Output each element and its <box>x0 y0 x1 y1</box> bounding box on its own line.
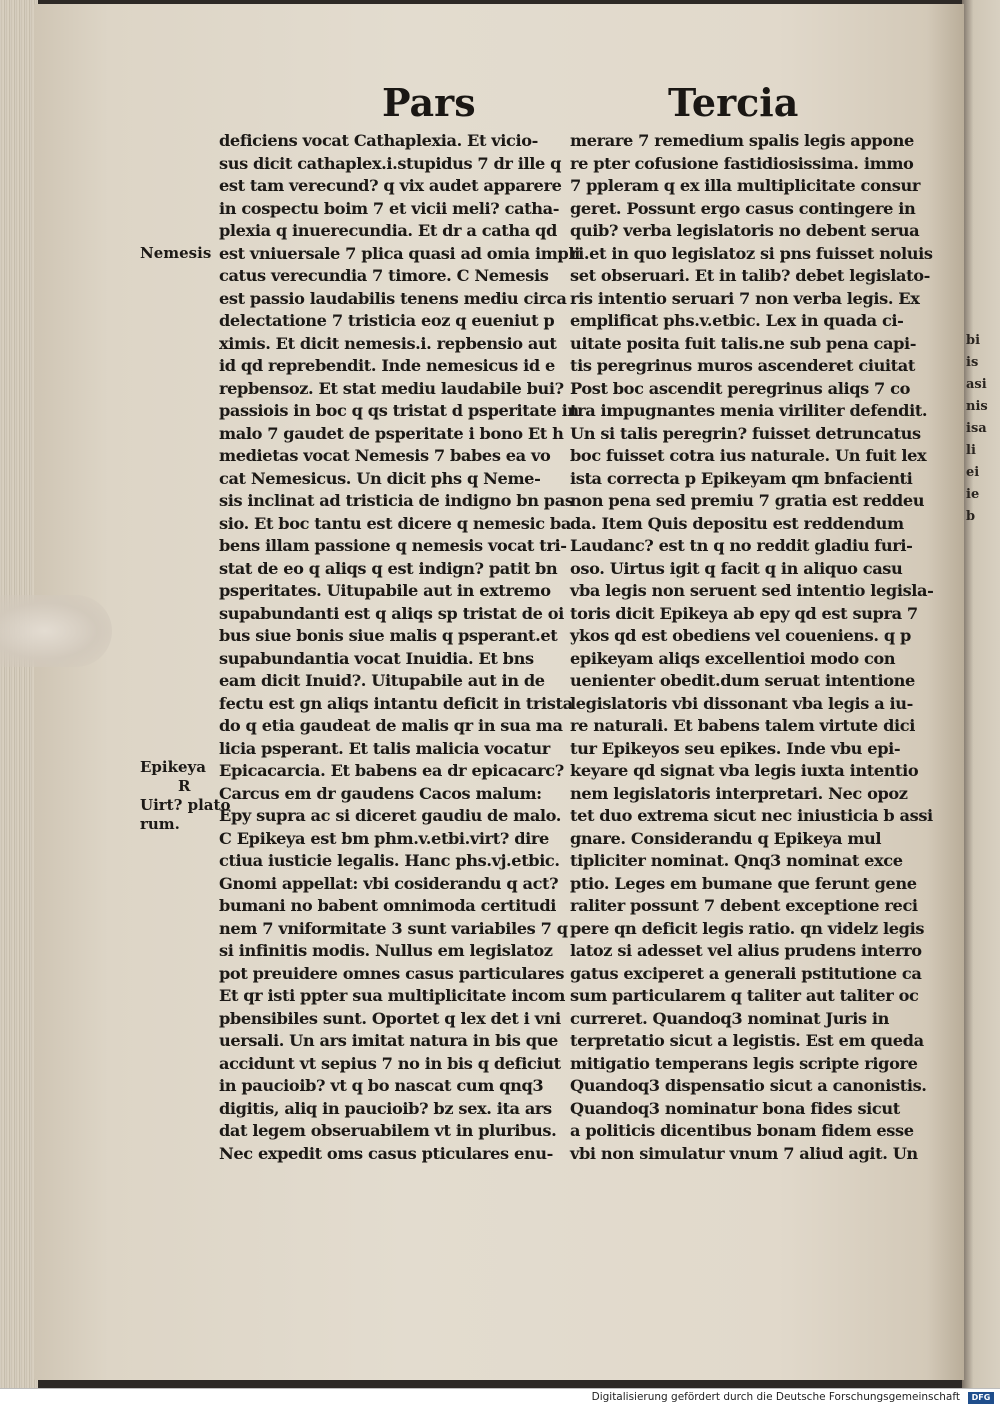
text-line: passiois in boc q qs tristat d psperitate in <box>219 401 579 420</box>
text-line: eam dicit Inuid?. Uitupabile aut in de <box>219 671 545 690</box>
text-line: Nec expedit oms casus pticulares enu- <box>219 1143 553 1163</box>
text-line: tipliciter nominat. Qnq3 nominat exce <box>570 851 903 870</box>
text-line: terpretatio sicut a legistis. Est em queda <box>570 1031 924 1050</box>
text-line: ista correcta p Epikeyam qm bnfacienti <box>570 468 913 488</box>
text-line: vba legis non seruent sed intentio legisla- <box>570 581 934 600</box>
text-line: vbi non simulatur vnum 7 aliud agit. Un <box>570 1143 918 1163</box>
text-column-left <box>219 130 580 1165</box>
marginal-note-line: Nemesis <box>140 244 212 262</box>
text-column-right <box>570 130 934 1165</box>
text-line: est tam verecund? q vix audet apparere <box>219 176 562 195</box>
text-line: Quandoq3 nominatur bona fides sicut <box>570 1098 900 1118</box>
text-line: est passio laudabilis tenens mediu circa <box>219 288 567 308</box>
text-line: catus verecundia 7 timore. C Nemesis <box>219 266 549 285</box>
text-line: Post boc ascendit peregrinus aliqs 7 co <box>570 378 911 398</box>
text-line: tet duo extrema sicut nec iniusticia b assi <box>570 806 933 825</box>
thumb-holding-page <box>0 595 112 667</box>
text-line: in cospectu boim 7 et vicii meli? catha- <box>219 198 560 218</box>
marginal-note-line: R <box>178 777 191 795</box>
text-line: id qd reprebendit. Inde nemesicus id e <box>219 356 555 375</box>
text-line: sio. Et boc tantu est dicere q nemesic ba <box>219 513 571 533</box>
text-line: a politicis dicentibus bonam fidem esse <box>570 1121 914 1140</box>
text-line: ptio. Leges em bumane que ferunt gene <box>570 873 917 893</box>
text-line: fectu est gn aliqs intantu deficit in trista <box>219 693 573 713</box>
text-line: keyare qd signat vba legis iuxta intentio <box>570 761 919 780</box>
edge-fragment: asi <box>966 377 987 392</box>
text-line: medietas vocat Nemesis 7 babes ea vo <box>219 446 551 465</box>
text-line: malo 7 gaudet de psperitate i bono Et h <box>219 423 564 443</box>
text-line: do q etia gaudeat de malis qr in sua ma <box>219 716 563 735</box>
text-line: re pter cofusione fastidiosissima. immo <box>570 153 914 173</box>
text-line: mitigatio temperans legis scripte rigore <box>570 1053 918 1073</box>
text-line: nem legislatoris interpretari. Nec opoz <box>570 783 908 803</box>
text-line: Laudanc? est tn q no reddit gladiu furi- <box>570 536 913 555</box>
text-line: legislatoris vbi dissonant vba legis a iu- <box>570 693 913 713</box>
marginal-note-line: Epikeya <box>140 758 206 776</box>
text-line: ykos qd est obediens vel coueniens. q p <box>570 626 911 645</box>
running-header-left: Pars <box>382 80 476 125</box>
text-line: ri.et in quo legislatoz si pns fuisset noluis <box>570 243 933 263</box>
text-line: Gnomi appellat: vbi cosiderandu q act? <box>219 873 559 893</box>
text-line: uersali. Un ars imitat natura in bis que <box>219 1031 558 1050</box>
text-line: tra impugnantes menia viriliter defendit. <box>570 401 928 420</box>
text-line: curreret. Quandoq3 nominat Juris in <box>570 1008 890 1028</box>
page-edges <box>0 0 38 1388</box>
text-line: accidunt vt sepius 7 no in bis q deficiut <box>219 1053 561 1073</box>
text-line: delectatione 7 tristicia eoz q eueniut p <box>219 311 555 330</box>
text-line: sus dicit cathaplex.i.stupidus 7 dr ille q <box>219 153 562 173</box>
edge-fragment: ei <box>966 465 980 480</box>
text-line: Carcus em dr gaudens Cacos malum: <box>219 783 542 803</box>
text-line: psperitates. Uitupabile aut in extremo <box>219 581 551 600</box>
text-line: Et qr isti ppter sua multiplicitate incom <box>219 986 566 1005</box>
marginal-note-epikeya <box>140 758 230 834</box>
text-line: Un si talis peregrin? fuisset detruncatus <box>570 423 921 443</box>
text-line: oso. Uirtus igit q facit q in aliquo casu <box>570 558 903 578</box>
text-line: bus siue bonis siue malis q psperant.et <box>219 626 558 645</box>
edge-fragment: nis <box>966 399 988 414</box>
text-line: quib? verba legislatoris no debent serua <box>570 221 920 240</box>
text-line: bumani no babent omnimoda certitudi <box>219 896 557 915</box>
text-line: boc fuisset cotra ius naturale. Un fuit lex <box>570 446 927 465</box>
text-line: ximis. Et dicit nemesis.i. repbensio aut <box>219 333 557 353</box>
text-line: geret. Possunt ergo casus contingere in <box>570 198 916 218</box>
facing-page-edge <box>962 0 1000 1388</box>
text-line: epikeyam aliqs excellentioi modo con <box>570 648 896 668</box>
text-line: repbensoz. Et stat mediu laudabile bui? <box>219 378 564 398</box>
text-line: stat de eo q aliqs q est indign? patit bn <box>219 558 558 578</box>
text-line: raliter possunt 7 debent exceptione reci <box>570 896 918 915</box>
text-line: ctiua iusticie legalis. Hanc phs.vj.etbic. <box>219 851 560 870</box>
marginal-note-line: Uirt? plato <box>140 796 231 814</box>
text-line: ris intentio seruari 7 non verba legis. Ex <box>570 288 920 308</box>
marginal-note-line: rum. <box>140 815 180 833</box>
text-line: pere qn deficit legis ratio. qn videlz legis <box>570 918 925 938</box>
text-line: tur Epikeyos seu epikes. Inde vbu epi- <box>570 738 901 758</box>
text-line: dat legem obseruabilem vt in pluribus. <box>219 1121 557 1140</box>
edge-fragment: isa <box>966 421 987 436</box>
text-line: uenienter obedit.dum seruat intentione <box>570 671 915 690</box>
text-line: sum particularem q taliter aut taliter oc <box>570 986 919 1005</box>
text-line: pot preuidere omnes casus particulares <box>219 963 565 983</box>
text-line: Quandoq3 dispensatio sicut a canonistis. <box>570 1076 927 1095</box>
footer-bar <box>0 1388 1000 1407</box>
text-line: est vniuersale 7 plica quasi ad omia impli <box>219 243 580 263</box>
text-line: sis inclinat ad tristicia de indigno bn pas <box>219 491 574 510</box>
text-line: da. Item Quis depositu est reddendum <box>570 513 904 533</box>
text-line: tis peregrinus muros ascenderet ciuitat <box>570 356 915 375</box>
edge-fragment: ie <box>966 487 980 502</box>
text-line: plexia q inuerecundia. Et dr a catha qd <box>219 221 557 240</box>
text-line: merare 7 remedium spalis legis appone <box>570 131 914 150</box>
edge-fragment: is <box>966 355 979 370</box>
text-line: supabundanti est q aliqs sp tristat de oi <box>219 603 564 623</box>
text-line: pbensibiles sunt. Oportet q lex det i vni <box>219 1008 561 1028</box>
text-line: uitate posita fuit talis.ne sub pena capi- <box>570 333 917 353</box>
text-line: bens illam passione q nemesis vocat tri- <box>219 536 567 555</box>
dfg-logo: DFG <box>968 1392 994 1404</box>
text-line: gatus exciperet a generali pstitutione ca <box>570 963 922 983</box>
text-line: emplificat phs.v.etbic. Lex in quada ci- <box>570 311 904 330</box>
text-line: toris dicit Epikeya ab epy qd est supra 7 <box>570 603 918 623</box>
text-line: deficiens vocat Cathaplexia. Et vicio- <box>219 131 538 150</box>
text-line: gnare. Considerandu q Epikeya mul <box>570 828 882 848</box>
text-line: si infinitis modis. Nullus em legislatoz <box>219 941 553 960</box>
facing-page-text-fragments <box>966 330 988 528</box>
text-line: non pena sed premiu 7 gratia est reddeu <box>570 491 925 510</box>
text-line: Epy supra ac si diceret gaudiu de malo. <box>219 806 562 825</box>
text-line: set obseruari. Et in talib? debet legislato- <box>570 266 930 285</box>
text-line: Epicacarcia. Et babens ea dr epicacarc? <box>219 761 564 780</box>
footer-credit: Digitalisierung gefördert durch die Deutsche Forschungsgemeinschaft <box>591 1391 960 1403</box>
text-line: latoz si adesset vel alius prudens interro <box>570 941 922 960</box>
text-line: C Epikeya est bm phm.v.etbi.virt? dire <box>219 828 549 848</box>
edge-fragment: b <box>966 509 976 524</box>
text-line: 7 ppleram q ex illa multiplicitate consur <box>570 176 920 195</box>
text-line: supabundantia vocat Inuidia. Et bns <box>219 648 534 668</box>
text-line: in paucioib? vt q bo nascat cum qnq3 <box>219 1076 544 1095</box>
text-line: re naturali. Et babens talem virtute dici <box>570 716 915 735</box>
running-header-right: Tercia <box>668 80 799 125</box>
text-line: cat Nemesicus. Un dicit phs q Neme- <box>219 468 541 488</box>
edge-fragment: li <box>966 443 976 458</box>
text-line: digitis, aliq in paucioib? bz sex. ita ars <box>219 1098 552 1118</box>
marginal-note-nemesis <box>140 243 211 263</box>
text-line: licia psperant. Et talis malicia vocatur <box>219 738 550 758</box>
text-line: nem 7 vniformitate 3 sunt variabiles 7 q <box>219 918 568 938</box>
edge-fragment: bi <box>966 333 981 348</box>
